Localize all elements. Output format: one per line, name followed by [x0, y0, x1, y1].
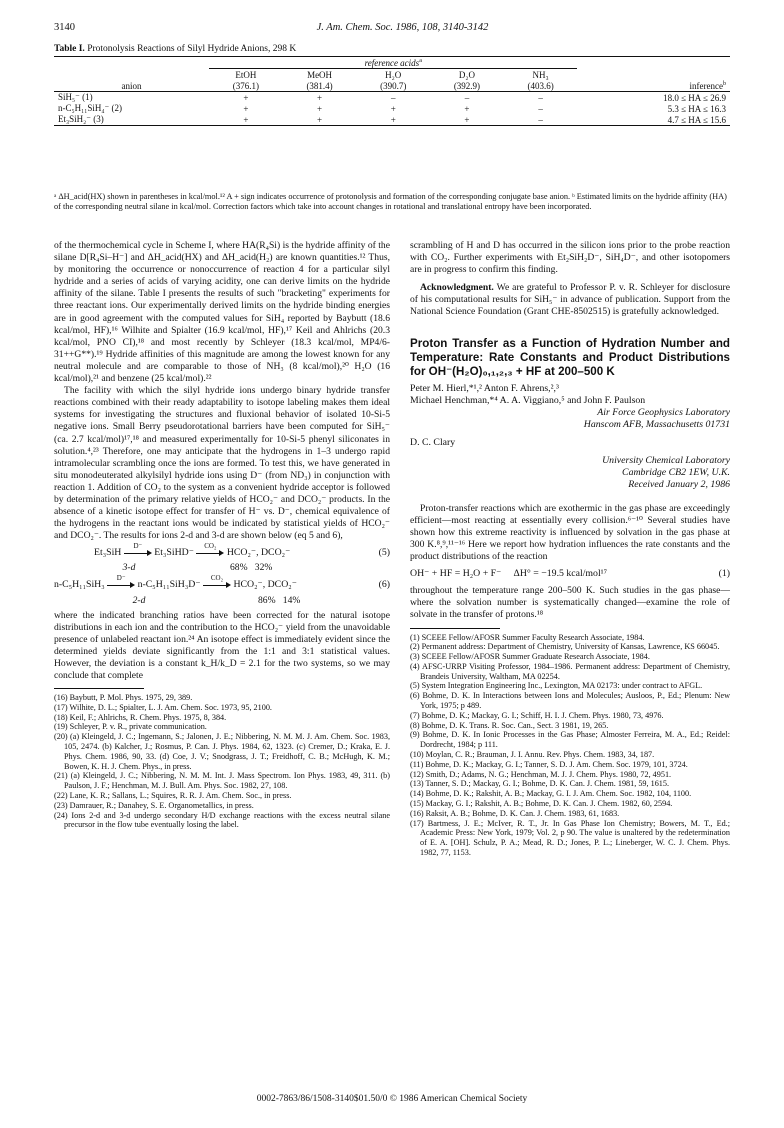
- equation-6: n-C₅H₁₁SiH₃ D⁻ n-C₅H₁₁SiH₃D⁻ CO₂ HCO₂⁻, DCO₂⁻ (6) 2-d 86% 14%: [54, 574, 390, 606]
- reference: (14) Bohme, D. K.; Rakshit, A. B.; Mackay, G. I. J. Am. Chem. Soc. 1982, 104, 1100.: [410, 789, 692, 799]
- reference: (3) SCEEE Fellow/AFOSR Summer Graduate Research Associate, 1984.: [410, 652, 650, 662]
- paragraph: of the thermochemical cycle in Scheme I, where HA(R₄Si) is the hydride affinity of the silane D[R₄Si–H⁻] and ΔH_acid(HX) and ΔH_acid(H₂) are known quantities.¹² Thus, by monitoring the occurrence or nonoccurrence of reaction 4 for a particular silyl hydride and a series of acids of varying acidity, one can derive limits on the hydride affinity of the silane. Table I presents the results of such "bracketing" experiments for three reactant ions. Our experimentally derived limits on the hydride binding energies are in good agreement with the computed values for SiH₄ reported by Baybutt (18.6 kcal/mol, HF),¹⁶ Wilhite and Spialter (16.9 kcal/mol, HF),¹⁷ Keil and Ahlrichs (20.3 kcal/mol, PNO CI),¹⁸ and most recently by Schleyer (18.3 kcal/mol, MP4/6-31++G**).¹⁹ Hydride affinities of this magnitude are among the lowest known for any neutral molecule and are comparable to those of NH₃ (8 kcal/mol),²⁰ H₂O (16 kcal/mol),²¹ and benzene (25 kcal/mol).²²: [54, 240, 390, 385]
- table-caption: [54, 44, 296, 54]
- reference: (15) Mackay, G. I.; Rakshit, A. B.; Bohme, D. K. Can. J. Chem. 1982, 60, 2594.: [410, 799, 673, 809]
- received-date: Received January 2, 1986: [628, 478, 730, 490]
- paragraph: scrambling of H and D has occurred in the silicon ions prior to the probe reaction with CO₂. Further experiments with Et₂SiH₂D⁻, SiH₄D⁻, and other isotopomers are in progress to confirm this finding.: [410, 240, 730, 276]
- reference: (9) Bohme, D. K. In Ionic Processes in the Gas Phase; Almoster Ferreira, M. A., Ed.; Reidel: Dordrecht, 1984; p 111.: [410, 730, 730, 750]
- acid-value: (403.6): [527, 80, 554, 91]
- reference: (7) Bohme, D. K.; Mackay, G. I.; Schiff, H. I. J. Chem. Phys. 1980, 73, 4976.: [410, 710, 664, 720]
- reference: (5) System Integration Engineering Inc., Lexington, MA 02173: under contract to AFGL.: [410, 681, 703, 691]
- page-number: 3140: [54, 22, 75, 33]
- equation-1: OH⁻ + HF = H₂O + F⁻ ΔH° = −19.5 kcal/mol¹⁷ (1): [410, 568, 730, 580]
- reference: (10) Moylan, C. R.; Brauman, J. I. Annu. Rev. Phys. Chem. 1983, 34, 187.: [410, 750, 655, 760]
- reference: (2) Permanent address: Department of Chemistry, University of Kansas, Lawrence, KS 66045.: [410, 642, 720, 652]
- acid-name: EtOH: [235, 69, 257, 80]
- acid-value: (390.7): [380, 80, 407, 91]
- reference: (4) AFSC-URRP Visiting Professor, 1984–1986. Permanent address: Department of Chemistry, Brandeis University, Waltham, MA 02254.: [410, 661, 730, 681]
- reference: (8) Bohme, D. K. Trans. R. Soc. Can., Sect. 3 1981, 19, 265.: [410, 720, 609, 730]
- reference: (23) Damrauer, R.; Danahey, S. E. Organometallics, in press.: [54, 800, 254, 810]
- reference: (13) Tanner, S. D.; Mackay, G. I.; Bohme, D. K. Can. J. Chem. 1981, 59, 1615.: [410, 779, 670, 789]
- reference: (16) Raksit, A. B.; Bohme, D. K. Can. J. Chem. 1983, 61, 1683.: [410, 808, 620, 818]
- acid-name: H₂O: [385, 69, 402, 80]
- equation-5: Et₃SiH D⁻ Et₃SiHD⁻ CO₂ HCO₂⁻, DCO₂⁻ (5) 3-d 68% 32%: [94, 542, 390, 574]
- col-inference: inference$^b$: [689, 80, 726, 91]
- left-column: [54, 240, 390, 830]
- acid-name: D₂O: [458, 69, 475, 80]
- reference: (20) (a) Kleingeld, J. C.; Ingemann, S.; Jalonen, J. E.; Nibbering, N. M. M. J. Am. Chem. Soc. 1983, 105, 2474. (b) Kalcher, J.; Rosmus, P. Can. J. Phys. 1984, 62, 1323. (c) Cremer, D.; Kraka, E. J. Phys. Chem. 1986, 90, 33. (d) Coe, J. V.; Snodgrass, J. T.; Freidhoff, C. B.; McHugh, K. M.; Bowen, K. H. J. Chem. Phys., in press.: [54, 732, 390, 771]
- reference: (18) Keil, F.; Ahlrichs, R. Chem. Phys. 1975, 8, 384.: [54, 712, 227, 722]
- right-column: [410, 240, 730, 858]
- reference: (21) (a) Kleingeld, J. C.; Nibbering, N. M. M. Int. J. Mass Spectrom. Ion Phys. 1983, 49, 311. (b) Paulson, J. F.; Henchman, M. J. Bull. Am. Phys. Soc. 1982, 27, 108.: [54, 771, 390, 791]
- reference: (16) Baybutt, P. Mol. Phys. 1975, 29, 389.: [54, 693, 193, 703]
- table-label: Table I.: [54, 44, 85, 54]
- reference: (17) Bartmess, J. E.; McIver, R. T., Jr. In Gas Phase Ion Chemistry; Bowers, M. T., Ed.; Academic Press: New York, 1979; Vol. 2, p 90. The value is unaltered by the redetermination of E. A. [OH]. Schulz, P. A.; Mead, R. D.; Jones, P. L.; Lineberger, W. C. J. Chem. Phys. 1982, 77, 1153.: [410, 818, 730, 858]
- acknowledgment: Acknowledgment. We are grateful to Professor P. v. R. Schleyer for disclosure of his computational results for SiH₅⁻ in advance of publication. Support from the National Science Foundation (Grant CHE-8502515) is gratefully acknowledged.: [410, 282, 730, 318]
- table-title: Protonolysis Reactions of Silyl Hydride Anions, 298 K: [87, 44, 297, 54]
- table-row: n-C₅H₁₁SiH₄⁻ (2) + + + + – 5.3 ≤ HA ≤ 16.3: [58, 103, 726, 114]
- paragraph: Proton-transfer reactions which are exothermic in the gas phase are exceedingly efficient—most reacting at essentially every collision.⁶⁻¹⁰ Several studies have shown how this extreme reactivity is influenced by solvation in the gas phase at 300 K.⁸,⁹,¹¹⁻¹⁶ Here we report how hydration influences the rate constants and the product distributions of the reaction: [410, 502, 730, 563]
- table-footnote: ᵃ ΔH_acid(HX) shown in parentheses in kcal/mol.¹² A + sign indicates occurrence of protonolysis and formation of the corresponding conjugate base anion. ᵇ Estimated limits on the hydride affinity (HA) of the corresponding neutral silane in kcal/mol. Correction factors which take into account changes in rotational and translational entropy have been incorporated.: [54, 192, 727, 211]
- affiliation-1: Air Force Geophysics Laboratory Hanscom AFB, Massachusetts 01731: [583, 406, 730, 430]
- article-title: Proton Transfer as a Function of Hydration Number and Temperature: Rate Constants and Product Distributions for OH⁻(H₂O)₀,₁,₂,₃ + HF at 200–500 K: [410, 336, 730, 378]
- acid-name: MeOH: [307, 69, 333, 80]
- acid-value: (392.9): [453, 80, 481, 91]
- running-header: [54, 22, 730, 36]
- author-3: D. C. Clary: [410, 436, 456, 448]
- col-anion: anion: [121, 80, 142, 91]
- paragraph: The facility with which the silyl hydride ions undergo binary hydride transfer reactions combined with their ready adaptability to isotope labeling makes them ideal systems for investigating the structures and fluxional behavior of isolated 10-Si-5 negative ions. Small Berry pseudorotational barriers have been computed for SiH₅⁻ (ca. 2.7 kcal/mol)¹⁷,¹⁸ and measured experimentally for 10-Si-5 phenyl siliconates in solution.⁴,²³ Therefore, one may anticipate that the hydrogens in 1–3 undergo rapid intramolecular scrambling once the ions are formed. To test this, we have generated in situ monodeuterated alkylsilyl hydride ions using D⁻ (from ND₃) in conjunction with reaction 1. Addition of CO₂ to the system as a convenient hydride acceptor is followed by determination of the primary relative yields of HCO₂⁻ and DCO₂⁻ products. In the absence of a kinetic isotope effect for transfer of H⁻ vs. D⁻, chemical equivalence of the hydrogens in the reactant ions would be indicated by statistical yields of HCO₂⁻ and DCO₂⁻. The results for ions 2-d and 3-d are shown below (eq 5 and 6),: [54, 385, 390, 542]
- affiliation-2: University Chemical Laboratory Cambridge CB2 1EW, U.K.: [602, 454, 730, 478]
- reference: (12) Smith, D.; Adams, N. G.; Henchman, M. J. J. Chem. Phys. 1980, 72, 4951.: [410, 769, 672, 779]
- journal-citation: J. Am. Chem. Soc. 1986, 108, 3140-3142: [316, 22, 489, 33]
- reference: (11) Bohme, D. K.; Mackay, G. I.; Tanner, S. D. J. Am. Chem. Soc. 1979, 101, 3724.: [410, 759, 688, 769]
- reference: (19) Schleyer, P. v. R., private communication.: [54, 722, 207, 732]
- authors: Peter M. Hierl,*¹,² Anton F. Ahrens,²,³ Michael Henchman,*⁴ A. A. Viggiano,⁵ and John F. Paulson: [410, 382, 646, 406]
- copyright-footer: 0002-7863/86/1508-3140$01.50/0 © 1986 American Chemical Society: [256, 1094, 528, 1104]
- table-row: SiH₅⁻ (1) + + – – – 18.0 ≤ HA ≤ 26.9: [58, 92, 726, 103]
- reference: (17) Wilhite, D. L.; Spialter, L. J. Am. Chem. Soc. 1973, 95, 2100.: [54, 702, 272, 712]
- footnote-rule: [410, 628, 500, 629]
- references-right: [410, 633, 730, 858]
- acid-value: (381.4): [306, 80, 333, 91]
- reference: (1) SCEEE Fellow/AFOSR Summer Faculty Research Associate, 1984.: [410, 632, 645, 642]
- footnote-rule: [54, 688, 144, 689]
- references-left: [54, 693, 390, 830]
- group-header: reference acids$^a$: [209, 57, 577, 69]
- reference: (22) Lane, K. R.; Sallans, L.; Squires, R. R. J. Am. Chem. Soc., in press.: [54, 791, 292, 801]
- acid-name: NH₃: [532, 69, 549, 80]
- paragraph: throughout the temperature range 200–500 K. Such studies in the gas phase—where the solvation number is systematically changed—examine the role of solvate in the transfer of protons.¹⁸: [410, 585, 730, 621]
- table-row: Et₃SiH₂⁻ (3) + + + + – 4.7 ≤ HA ≤ 15.6: [54, 114, 730, 126]
- reference: (24) Ions 2-d and 3-d undergo secondary H/D exchange reactions with the excess neutral silane precursor in the flow tube eventually losing the label.: [54, 810, 390, 830]
- protonolysis-table: [54, 56, 730, 126]
- paragraph: where the indicated branching ratios have been corrected for the natural isotope distributions in each ion and the contribution to the HCO₂⁻ yield from the unavoidable presence of unlabeled reactant ion.²⁴ An isotope effect is immediately evident since the determined yields deviate significantly from the 1:1 and 3:1 statistical values. However, the deviation is a constant k_H/k_D = 2.1 for the two systems, so we may conclude that complete: [54, 609, 390, 681]
- reference: (6) Bohme, D. K. In Interactions between Ions and Molecules; Ausloos, P., Ed.; Plenum: New York, 1975; p 489.: [410, 691, 730, 711]
- acid-value: (376.1): [232, 80, 259, 91]
